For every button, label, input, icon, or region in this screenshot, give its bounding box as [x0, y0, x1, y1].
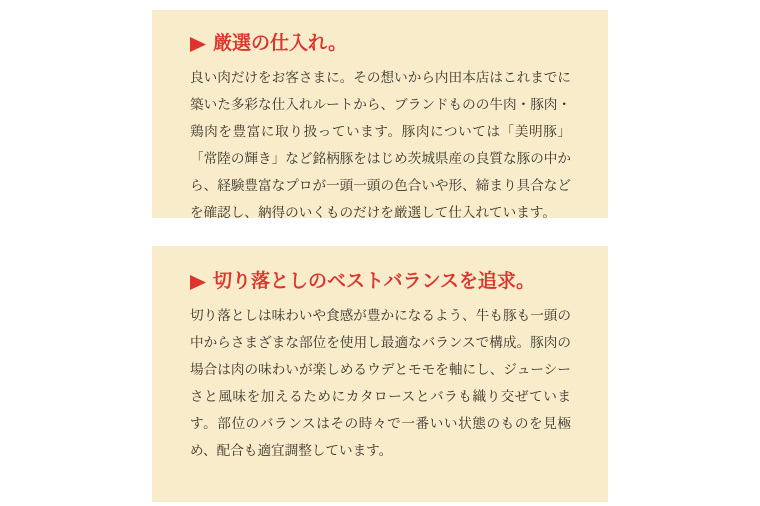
card-heading-text: 厳選の仕入れ。	[213, 33, 348, 54]
card-heading	[190, 32, 571, 56]
feature-card-balance	[152, 246, 608, 502]
feature-card-sourcing	[152, 10, 608, 218]
right-triangle-arrow-icon	[190, 37, 206, 52]
card-heading-text: 切り落としのベストバランスを追求。	[213, 271, 536, 292]
card-heading	[190, 270, 571, 294]
right-triangle-arrow-icon	[190, 275, 206, 290]
card-body-text: 切り落としは味わいや食感が豊かになるよう、牛も豚も一頭の中からさまざまな部位を使用し最適なバランスで構成。豚肉の場合は肉の味わいが楽しめるウデとモモを軸にし、ジューシーさと風味を加えるためにカタロースとバラも織り交ぜています。部位のバランスはその時々で一番いい状態のものを見極め、配合も適宜調整しています。	[190, 308, 571, 458]
card-body-text: 良い肉だけをお客さまに。その想いから内田本店はこれまでに築いた多彩な仕入れルートから、ブランドものの牛肉・豚肉・鶏肉を豊富に取り扱っています。豚肉については「美明豚」「常陸の輝き」など銘柄豚をはじめ茨城県産の良質な豚の中から、経験豊富なプロが一頭一頭の色合いや形、締まり具合などを確認し、納得のいくものだけを厳選して仕入れています。	[190, 70, 571, 220]
